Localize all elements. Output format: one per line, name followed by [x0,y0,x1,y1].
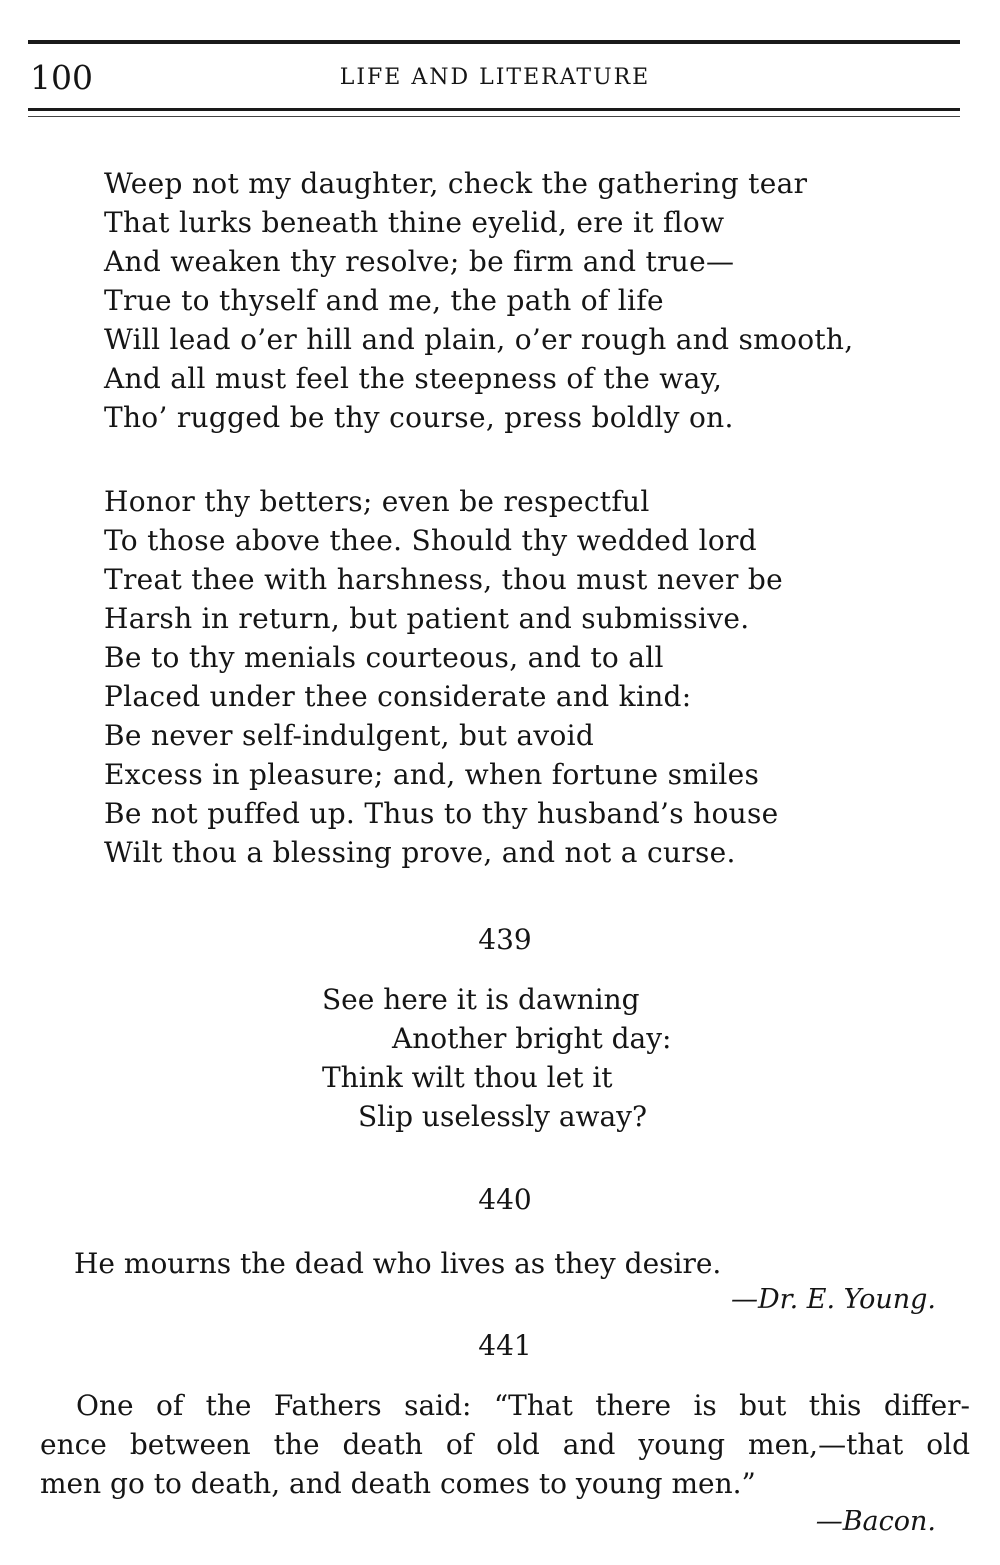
header-top-rule [28,40,960,44]
prose-line: men go to death, and death comes to young men.” [40,1467,756,1500]
running-head: LIFE AND LITERATURE [339,65,651,90]
poem-line: Excess in pleasure; and, when fortune smiles [104,758,760,791]
entry-441-prose [40,1386,970,1503]
header-bottom-rule [28,108,960,111]
prose-line: One of the Fathers said: “That there is but this differ- [76,1389,970,1422]
poem-line: Be to thy menials courteous, and to all [104,641,664,674]
poem-line: True to thyself and me, the path of life [104,284,664,317]
poem-line: Honor thy betters; even be respectful [104,485,650,518]
poem-line: Placed under thee considerate and kind: [104,680,692,713]
poem-line: Tho’ rugged be thy course, press boldly on. [104,401,734,434]
poem-line: Wilt thou a blessing prove, and not a curse. [104,836,736,869]
entry-number-439: 439 [478,923,532,956]
poem-stanza-2 [104,482,783,872]
entry-441-attribution: —Bacon. [815,1506,936,1537]
entry-439-poem [322,980,672,1136]
poem-stanza-1 [104,164,853,437]
page-number: 100 [30,58,93,97]
poem-line: Think wilt thou let it [322,1061,613,1094]
poem-line: Slip uselessly away? [358,1100,648,1133]
header-bottom-thin-rule [28,116,960,117]
poem-line: And weaken thy resolve; be firm and true— [104,245,735,278]
poem-line: And all must feel the steepness of the way, [104,362,723,395]
poem-line: See here it is dawning [322,983,640,1016]
prose-line: ence between the death of old and young men,—that old [40,1428,970,1461]
entry-440-quote: He mourns the dead who lives as they desire. [74,1247,722,1280]
poem-line: Be never self-indulgent, but avoid [104,719,595,752]
poem-line: Be not puffed up. Thus to thy husband’s house [104,797,779,830]
poem-line: Will lead o’er hill and plain, o’er rough and smooth, [104,323,854,356]
poem-line: Harsh in return, but patient and submissive. [104,602,750,635]
entry-440-attribution: —Dr. E. Young. [730,1284,936,1315]
poem-line: Treat thee with harshness, thou must never be [104,563,784,596]
poem-line: To those above thee. Should thy wedded lord [104,524,757,557]
poem-line: Weep not my daughter, check the gathering tear [104,167,808,200]
entry-number-441: 441 [478,1329,532,1362]
poem-line: Another bright day: [392,1022,672,1055]
poem-line: That lurks beneath thine eyelid, ere it flow [104,206,725,239]
entry-number-440: 440 [478,1183,532,1216]
